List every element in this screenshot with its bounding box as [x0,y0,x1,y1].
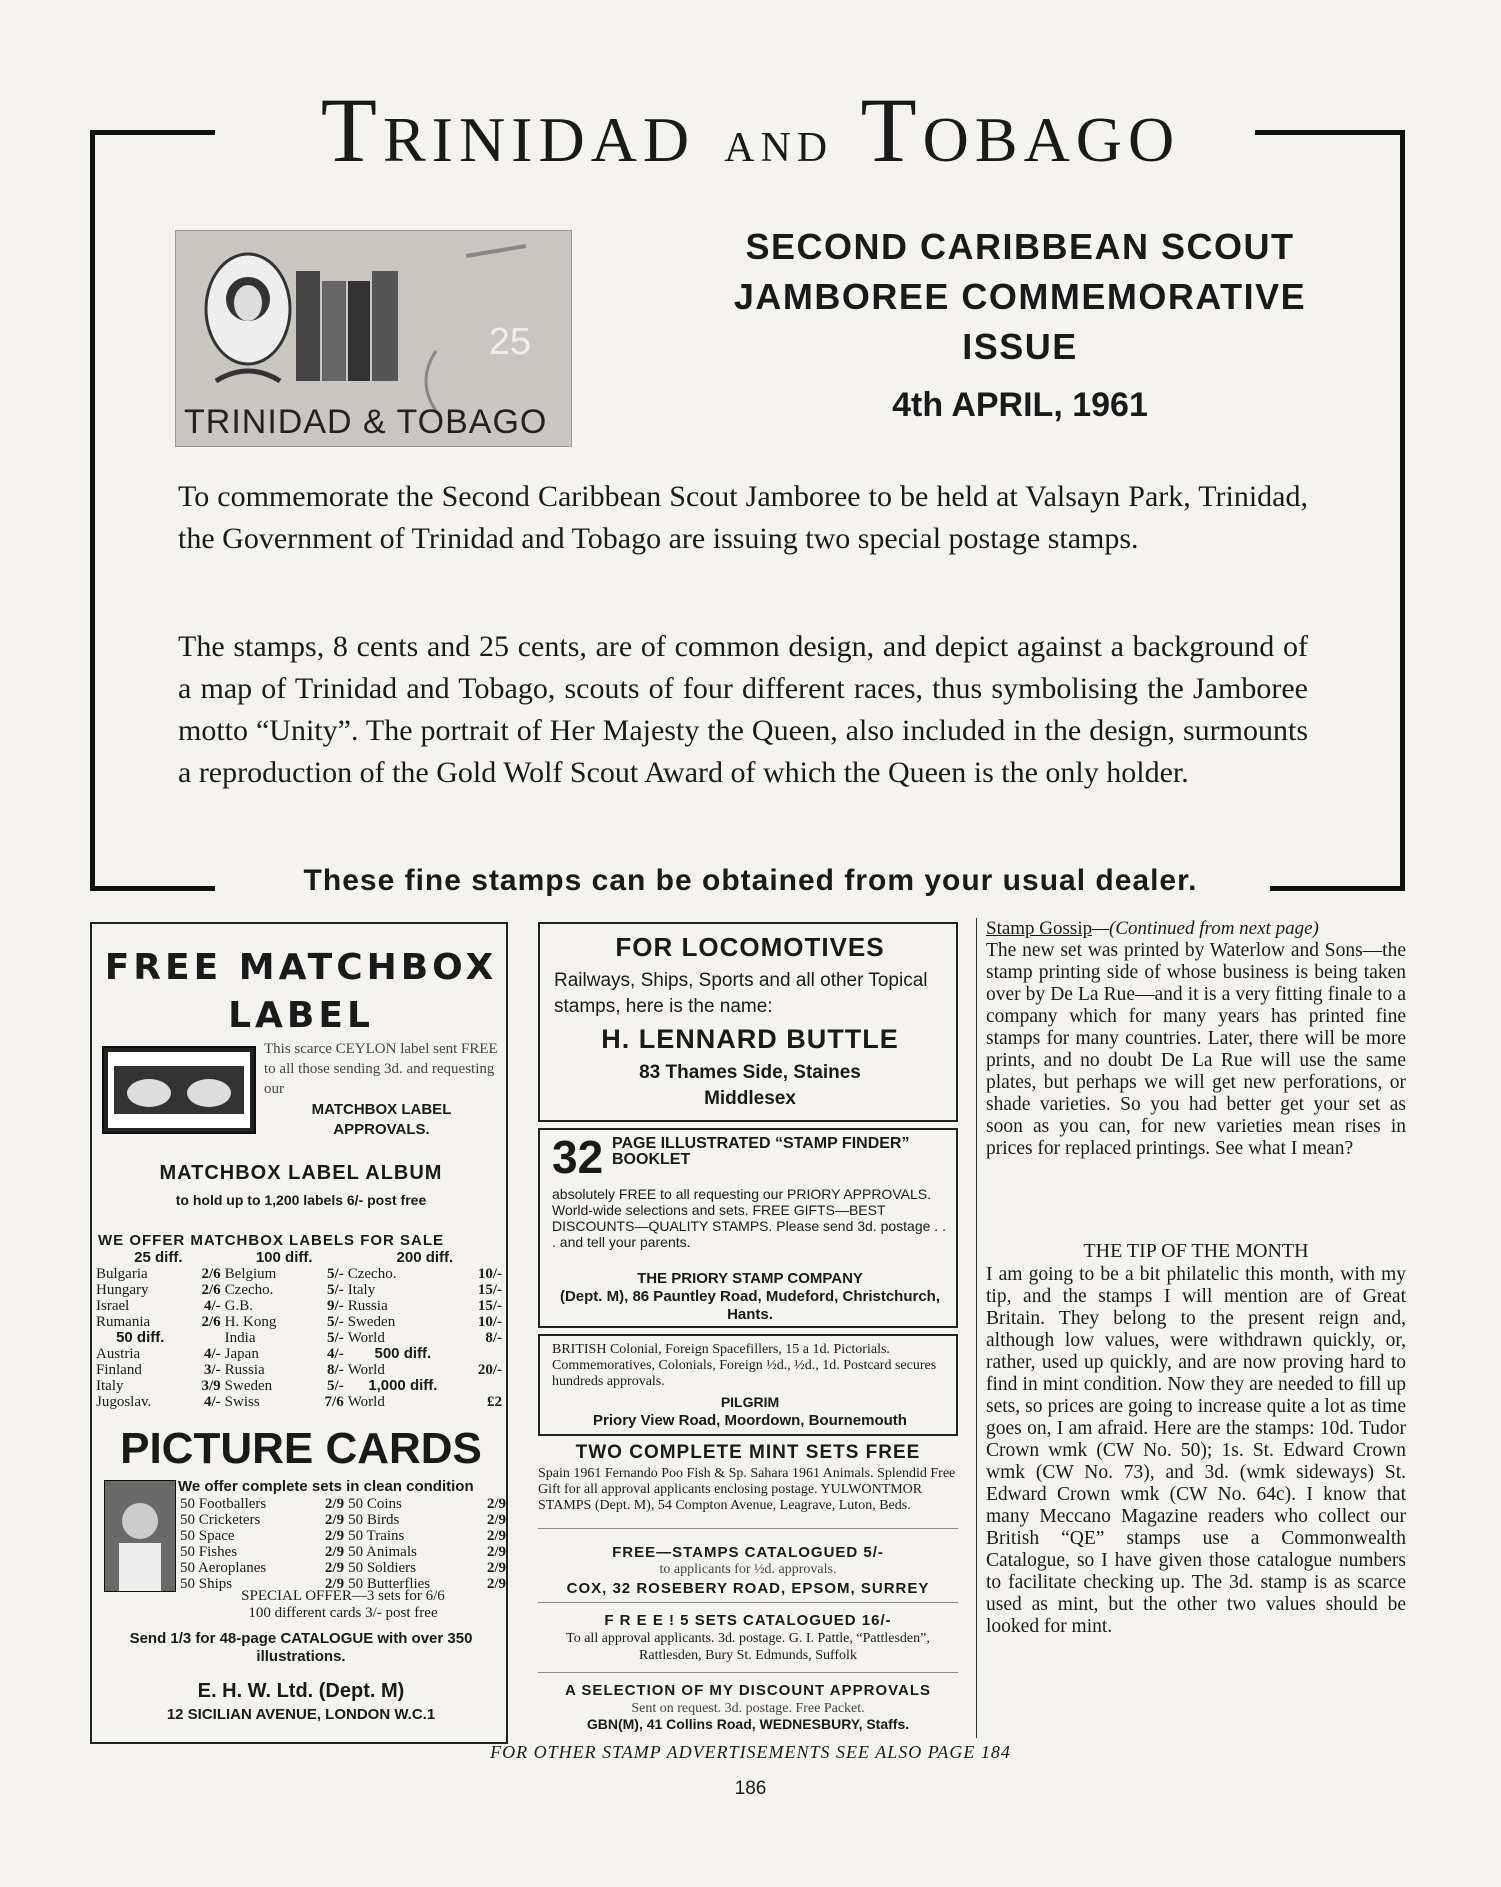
cell: Sweden [347,1314,396,1330]
cell: Italy [96,1378,124,1394]
page-number: 186 [734,1778,767,1799]
pilgrim-address: Priory View Road, Moordown, Bournemouth [593,1412,907,1429]
cell: 2/9 [324,1512,345,1528]
cell: 50 Aeroplanes [180,1560,267,1576]
cell: 10/- [477,1314,502,1330]
cell: 50 Animals [348,1544,417,1560]
cell: 3/9 [201,1378,221,1394]
frame-right-rule [1400,130,1405,890]
loco-address-line: 83 Thames Side, Staines [639,1062,861,1083]
gossip-heading [986,918,1406,940]
free-stamps-address: COX, 32 ROSEBERY ROAD, EPSOM, SURREY [566,1580,930,1597]
cell: 50 Butterflies [348,1576,431,1592]
cell: World [347,1330,385,1346]
matchbox-ad-title: FREE MATCHBOX LABEL [104,947,498,1036]
picture-cards-heading: We offer complete sets in clean condition [178,1478,474,1495]
cell: 2/9 [486,1560,506,1576]
table-row [178,1496,508,1512]
table-row [94,1346,504,1362]
special-offer [178,1588,508,1622]
matchbox-label-image [102,1046,256,1134]
cell: Russia [347,1298,388,1314]
gossip-text: The new set was printed by Waterlow and Sons—the stamp printing side of whose business is being taken over by De La Rue—and it is a very fitting finale to a company which for many years has printed fine stamps for many countries. Later, there will be more prints, and no doubt De La Rue will use the same plates, but perhaps we will get new perforations, or shade varieties. So you had better get your set as soon as you can, for new varieties mean rises in prices for replaced printings. See what I mean? [986,940,1406,1159]
discount-approvals-text: Sent on request. 3d. postage. Free Packet. [631,1701,865,1716]
cell: 2/9 [486,1512,506,1528]
table-row [94,1378,504,1394]
cell: 500 diff. [374,1345,432,1362]
cell: 4/- [204,1346,221,1362]
catalogue-offer: Send 1/3 for 48-page CATALOGUE with over 350 illustrations. [129,1630,473,1665]
cell: 5/- [327,1330,344,1346]
cell: G.B. [224,1298,254,1314]
cell: 50 Fishes [180,1544,238,1560]
cell: £2 [487,1394,502,1410]
cell: Belgium [224,1266,277,1282]
elephant-label-icon [104,1048,254,1132]
cell: 2/6 [201,1282,221,1298]
free-stamps-text: to applicants for ½d. approvals. [659,1562,837,1577]
matchbox-ad [90,922,508,1744]
loco-advertiser: H. LENNARD BUTTLE [601,1024,899,1054]
table-row [94,1314,504,1330]
cell: 3/- [204,1362,221,1378]
divider [538,1602,958,1603]
page-count: 32 [552,1131,604,1183]
cell: Sweden [224,1378,273,1394]
advertiser-name: E. H. W. Ltd. (Dept. M) [197,1680,405,1702]
cell: Czecho. [347,1266,397,1282]
table-row [94,1330,504,1346]
cell [460,1346,504,1362]
cell: 2/9 [486,1496,506,1512]
cell: Russia [224,1362,265,1378]
loco-address [540,1060,960,1112]
title-and: and [724,108,834,174]
mint-sets-title: TWO COMPLETE MINT SETS FREE [575,1442,921,1463]
cell: 50 Birds [348,1512,400,1528]
footer-note: FOR OTHER STAMP ADVERTISEMENTS SEE ALSO PAGE 184 [490,1742,1011,1762]
col-head: 25 diff. [134,1249,183,1266]
special-offer-line: 100 different cards 3/- post free [248,1605,438,1621]
cell: Italy [347,1282,376,1298]
locomotives-ad [538,922,958,1122]
matchbox-approvals: MATCHBOX LABEL APPROVALS. [311,1101,452,1138]
cell: Austria [96,1346,141,1362]
pilgrim-name: PILGRIM [720,1394,780,1410]
five-sets-title: F R E E ! 5 SETS CATALOGUED 16/- [604,1612,892,1629]
table-row [178,1512,508,1528]
discount-approvals-address: GBN(M), 41 Collins Road, WEDNESBURY, Staffs. [586,1716,910,1732]
cell: 5/- [327,1314,344,1330]
cell: 2/9 [486,1528,506,1544]
issue-date: 4th APRIL, 1961 [892,386,1148,424]
cell: 50 Trains [348,1528,405,1544]
priory-address: (Dept. M), 86 Pauntley Road, Mudeford, Christchurch, Hants. [559,1288,941,1323]
matchbox-price-table [94,1250,504,1410]
cell: 5/- [327,1378,344,1394]
picture-cards-title: PICTURE CARDS [120,1424,482,1473]
gossip-title: Stamp Gossip [986,918,1093,939]
cell: 20/- [477,1362,502,1378]
mint-sets-text: Spain 1961 Fernando Poo Fish & Sp. Sahara 1961 Animals. Splendid Free Gift for all approval applicants enclosing postage. YULWONTMOR STAMPS (Dept. M), 54 Compton Avenue, Leagrave, Luton, Beds. [538,1466,956,1513]
special-offer-line: SPECIAL OFFER—3 sets for 6/6 [241,1588,445,1604]
col-head: 200 diff. [396,1249,454,1266]
intro-paragraph: To commemorate the Second Caribbean Scout Jamboree to be held at Valsayn Park, Trinidad, the Government of Trinidad and Tobago are issuing two special postage stamps. [178,480,1308,555]
table-row [94,1394,504,1410]
title-trinidad: Trinidad [320,79,696,181]
free-stamps-title: FREE—STAMPS CATALOGUED 5/- [612,1544,884,1561]
pilgrim-ad [538,1334,958,1436]
table-row [94,1298,504,1314]
frame-left-rule [90,130,95,890]
pilgrim-text: BRITISH Colonial, Foreign Spacefillers, 15 a 1d. Pictorials. Commemoratives, Colonials, Foreign ½d., ½d., 1d. Postcard secures hundreds approvals. [552,1342,937,1389]
cell: 9/- [327,1298,344,1314]
cell: 7/6 [324,1394,344,1410]
cell: 2/9 [324,1544,345,1560]
cell: 2/9 [486,1544,506,1560]
cell: 8/- [485,1330,502,1346]
cell [460,1378,504,1394]
stamp-value: 25 [488,321,531,363]
cell: 2/9 [324,1496,345,1512]
cell: Czecho. [224,1282,274,1298]
cell: Swiss [224,1394,260,1410]
col-head: 100 diff. [255,1249,313,1266]
cricketer-photo [104,1480,176,1592]
cell: World [347,1362,385,1378]
priory-ad [538,1128,958,1328]
cell: Rumania [96,1314,151,1330]
cell: 10/- [477,1266,502,1282]
table-row [94,1266,504,1282]
five-sets-text: To all approval applicants. 3d. postage. G. I. Pattle, “Pattlesden”, Rattlesden, Bury St. Edmunds, Suffolk [566,1631,930,1663]
priory-heading: PAGE ILLUSTRATED “STAMP FINDER” BOOKLET [612,1135,910,1168]
picture-cards-table [178,1496,508,1592]
cell: Jugoslav. [96,1394,152,1410]
cell: Japan [224,1346,259,1362]
priory-company-name: THE PRIORY STAMP COMPANY [637,1270,863,1287]
cell: 8/- [327,1362,344,1378]
album-subtitle: to hold up to 1,200 labels 6/- post free [175,1192,427,1208]
frame-top-left-rule [90,130,215,135]
cell: 5/- [327,1282,344,1298]
tip-heading: THE TIP OF THE MONTH [1083,1240,1309,1262]
cell: 50 diff. [116,1329,165,1346]
cell: 2/6 [201,1314,221,1330]
advertiser-address: 12 SICILIAN AVENUE, LONDON W.C.1 [166,1706,436,1723]
cell: 50 Ships [180,1576,233,1592]
cell: 50 Coins [348,1496,402,1512]
cell: Bulgaria [96,1266,148,1282]
cell: 15/- [477,1298,502,1314]
table-row [178,1560,508,1576]
design-paragraph: The stamps, 8 cents and 25 cents, are of common design, and depict against a background of a map of Trinidad and Tobago, scouts of four different races, thus symbolising the Jamboree motto “Unity”. The portrait of Her Majesty the Queen, also included in the design, surmounts a reproduction of the Gold Wolf Scout Award of which the Queen is the only holder. [178,630,1308,789]
album-title: MATCHBOX LABEL ALBUM [159,1162,443,1184]
cell: 50 Footballers [180,1496,267,1512]
cell: 50 Soldiers [348,1560,416,1576]
cell: 4/- [204,1394,221,1410]
loco-title: FOR LOCOMOTIVES [615,932,885,962]
cell: 4/- [327,1346,344,1362]
cell: 2/9 [324,1560,345,1576]
cell: India [224,1330,256,1346]
cell: 1,000 diff. [368,1377,438,1394]
offer-heading: WE OFFER MATCHBOX LABELS FOR SALE [98,1232,445,1249]
cell: 5/- [327,1266,344,1282]
cell: World [347,1394,385,1410]
cell [187,1330,223,1346]
column-divider [976,918,977,1738]
portrait-icon [105,1481,175,1591]
frame-top-right-rule [1255,130,1405,135]
divider [538,1672,958,1673]
dealer-note: These fine stamps can be obtained from your usual dealer. [303,864,1198,897]
table-row [94,1282,504,1298]
cell: 4/- [204,1298,221,1314]
title-tobago: Tobago [860,79,1181,181]
cell: Israel [96,1298,130,1314]
cell: Finland [96,1362,142,1378]
table-row [178,1544,508,1560]
matchbox-desc: This scarce CEYLON label sent FREE to all those sending 3d. and requesting our [264,1041,498,1097]
cell: 50 Space [180,1528,235,1544]
cell: H. Kong [224,1314,277,1330]
cell: 2/9 [324,1576,345,1592]
loco-address-line: Middlesex [704,1088,796,1109]
cell: 2/9 [486,1576,506,1592]
cell: 15/- [477,1282,502,1298]
loco-text: Railways, Ships, Sports and all other Topical stamps, here is the name: [554,970,928,1017]
discount-approvals-title: A SELECTION OF MY DISCOUNT APPROVALS [564,1682,932,1699]
stamp-image [175,230,572,447]
stamp-country-text: TRINIDAD & TOBAGO [184,403,548,441]
cell: 50 Cricketers [180,1512,261,1528]
issue-title: SECOND CARIBBEAN SCOUT JAMBOREE COMMEMORATIVE ISSUE [733,226,1307,367]
gossip-continued: —(Continued from next page) [1092,918,1319,939]
table-row [94,1362,504,1378]
cell: 2/6 [201,1266,221,1282]
table-row [178,1528,508,1544]
priory-text: absolutely FREE to all requesting our PRIORY APPROVALS. World-wide selections and sets. FREE GIFTS—BEST DISCOUNTS—QUALITY STAMPS. Please send 3d. postage . . . and tell your parents. [552,1186,946,1250]
divider [538,1528,958,1529]
tip-text: I am going to be a bit philatelic this month, with my tip, and the stamps I will mention are of Great Britain. They belong to the present reign and, although low values, were withdrawn quickly, or, rather, used up quickly, and are now proving hard to find in mint condition. Now they are needed to fill up sets, so prices are going to increase quite a lot as time goes on, I am afraid. Here are the stamps: 10d. Tudor Crown wmk (CW No. 50); 1s. St. Edward Crown wmk (CW No. 73), and 3d. (wmk sideways) St. Edward Crown wmk (CW No. 64c). I know that many Meccano Magazine readers who collect our British “QE” stamps use a Commonwealth Catalogue, so I have given those catalogue numbers to facilitate checking up. The 3d. stamp is as scarce used as mint, but the other two values should be looked for mint. [986,1264,1406,1637]
priory-company [540,1270,960,1324]
cell: 2/9 [324,1528,345,1544]
cell: Hungary [96,1282,149,1298]
